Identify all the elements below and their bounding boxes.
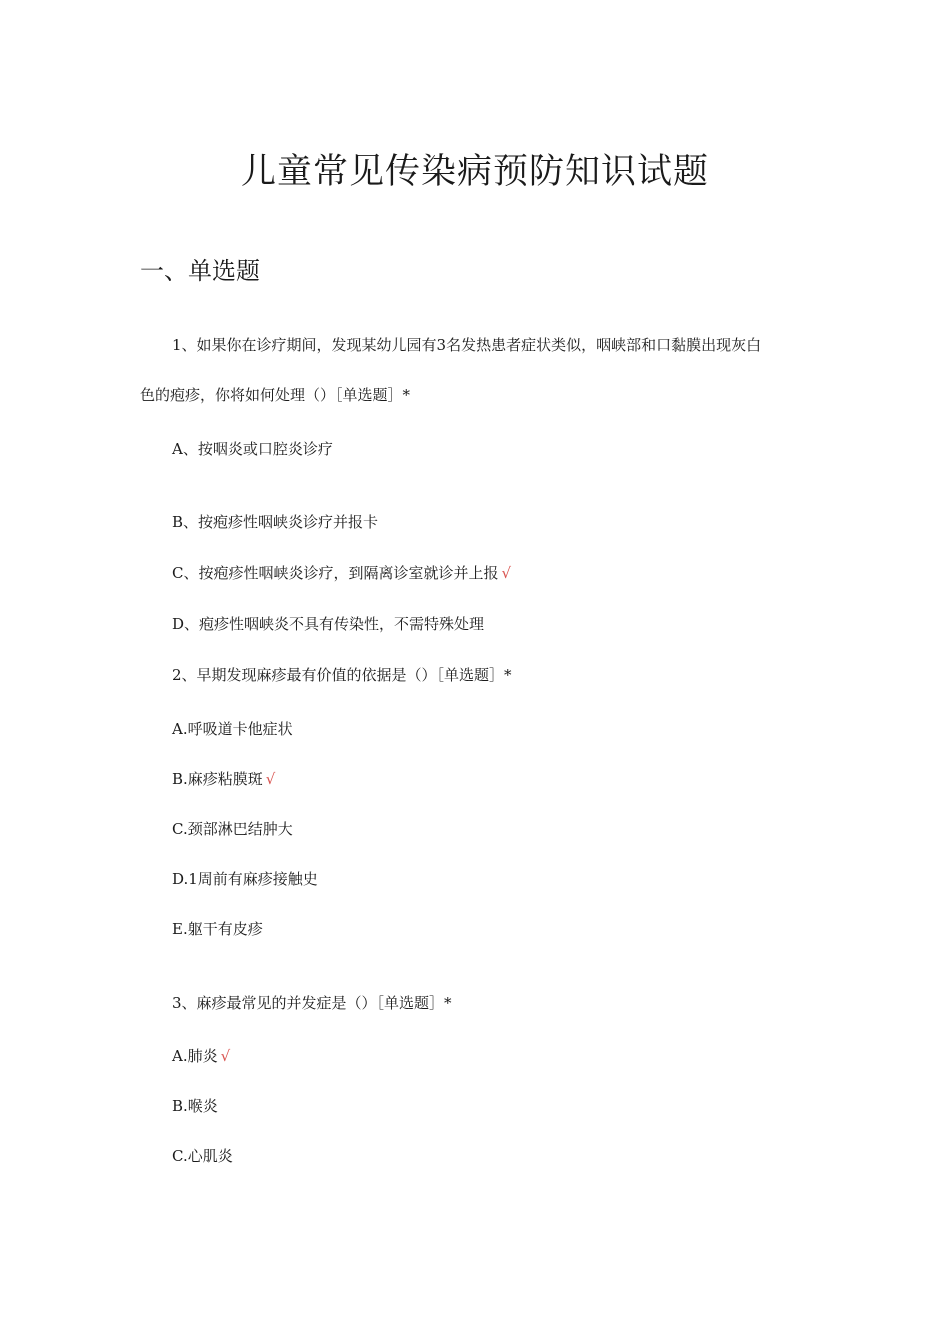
- correct-check-icon: √: [220, 1047, 231, 1065]
- question-3-option-a: [172, 1044, 230, 1068]
- question-3-option-c: C.心肌炎: [172, 1147, 233, 1165]
- question-1-option-b: B、按疱疹性咽峡炎诊疗并报卡: [172, 513, 379, 531]
- option-text: C、按疱疹性咽峡炎诊疗，到隔离诊室就诊并上报: [172, 564, 499, 582]
- question-3-text: 3、麻疹最常见的并发症是（）［单选题］*: [172, 994, 452, 1012]
- document-title: 儿童常见传染病预防知识试题: [240, 152, 709, 192]
- question-1-option-c: [172, 561, 511, 585]
- correct-check-icon: √: [265, 770, 276, 788]
- question-1-option-a: A、按咽炎或口腔炎诊疗: [172, 440, 333, 458]
- question-2-option-c: C.颈部淋巴结肿大: [172, 820, 293, 838]
- question-1-option-d: D、疱疹性咽峡炎不具有传染性，不需特殊处理: [172, 615, 485, 633]
- question-1-text: 1、如果你在诊疗期间，发现某幼儿园有3名发热患者症状类似，咽峡部和口黏膜出现灰白: [172, 336, 762, 354]
- question-2-option-d: D.1周前有麻疹接触史: [172, 870, 318, 888]
- section-heading: 一、单选题: [140, 257, 260, 285]
- option-text: A.肺炎: [172, 1047, 218, 1065]
- question-2-text: 2、早期发现麻疹最有价值的依据是（）［单选题］*: [172, 666, 512, 684]
- question-1-text-continued: 色的疱疹，你将如何处理（）［单选题］*: [140, 386, 411, 404]
- question-3-option-b: B.喉炎: [172, 1097, 218, 1115]
- question-2-option-a: A.呼吸道卡他症状: [172, 720, 293, 738]
- option-text: B.麻疹粘膜斑: [172, 770, 263, 788]
- question-2-option-b: [172, 767, 275, 791]
- correct-check-icon: √: [501, 564, 512, 582]
- question-2-option-e: E.躯干有皮疹: [172, 920, 263, 938]
